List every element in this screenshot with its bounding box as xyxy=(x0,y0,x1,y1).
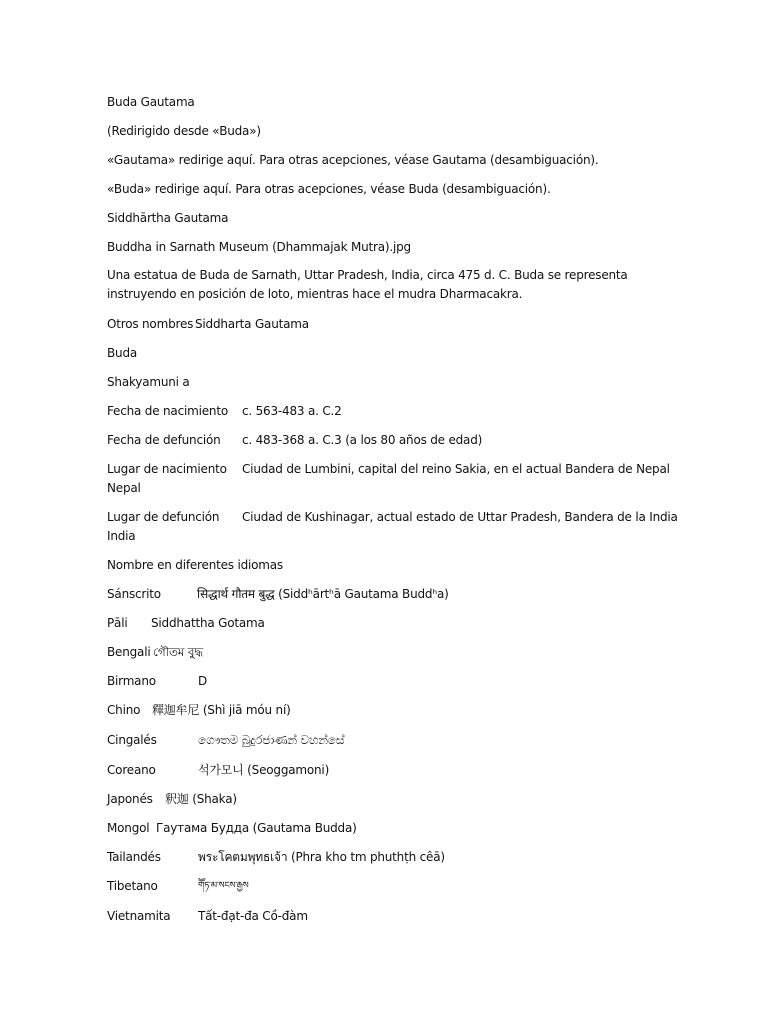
image-filename: Buddha in Sarnath Museum (Dhammajak Mutra).jpg xyxy=(107,240,411,254)
language-value: གཽཏ་མ་སངས་རྒྱས xyxy=(198,881,249,891)
language-label: Vietnamita xyxy=(107,909,171,923)
language-value: Tất-đạt-đa Cồ-đàm xyxy=(198,909,308,923)
language-value: ගෞතම බුදුරජාණන් වහන්සේ xyxy=(198,733,345,747)
other-names-label: Otros nombres xyxy=(107,317,194,331)
image-caption: Una estatua de Buda de Sarnath, Uttar Pradesh, India, circa 475 d. C. Buda se representa instruyendo en posición de loto, mientras hace el mudra Dharmacakra. xyxy=(107,268,628,301)
infobox-name: Siddhārtha Gautama xyxy=(107,211,229,225)
fact-label: Lugar de nacimiento Nepal xyxy=(107,462,227,495)
language-label: Birmano xyxy=(107,674,156,688)
language-label: Japonés xyxy=(107,792,153,806)
redirect-note: (Redirigido desde «Buda») xyxy=(107,124,261,138)
other-name-item: Buda xyxy=(107,346,138,360)
language-value: พระโคตมพุทธเจ้า (Phra kho tm phuthṭh cêā) xyxy=(198,850,445,864)
fact-label: Fecha de nacimiento xyxy=(107,404,228,418)
language-label: Tibetano xyxy=(107,879,158,893)
other-name-item: Shakyamuni a xyxy=(107,375,190,389)
language-value: Siddhattha Gotama xyxy=(151,616,265,630)
language-value: सिद्धार्थ गौतम बुद्ध (Siddʰārtʰā Gautama Buddʰa) xyxy=(197,587,449,601)
fact-label: Lugar de defunción India xyxy=(107,510,220,543)
language-label: Coreano xyxy=(107,763,156,777)
fact-label: Fecha de defunción xyxy=(107,433,221,447)
language-value: 석가모니 (Seoggamoni) xyxy=(198,763,330,777)
fact-value: c. 563-483 a. C.2 xyxy=(242,404,342,418)
fact-value: Ciudad de Lumbini, capital del reino Sakia, en el actual Bandera de Nepal xyxy=(242,462,670,476)
language-label: Pāli xyxy=(107,616,128,630)
language-label: Tailandés xyxy=(107,850,161,864)
hatnote-buda: «Buda» redirige aquí. Para otras acepciones, véase Buda (desambiguación). xyxy=(107,182,551,196)
language-value: গৌতম বুদ্ধ xyxy=(153,645,203,659)
languages-heading: Nombre en diferentes idiomas xyxy=(107,558,283,572)
language-value: D xyxy=(198,674,208,688)
language-label: Chino xyxy=(107,703,141,717)
language-label: Sánscrito xyxy=(107,587,161,601)
language-value: Гаутама Будда (Gautama Budda) xyxy=(156,821,357,835)
fact-value: Ciudad de Kushinagar, actual estado de Uttar Pradesh, Bandera de la India xyxy=(242,510,678,524)
fact-value: c. 483-368 a. C.3 (a los 80 años de edad) xyxy=(242,433,483,447)
language-value: 釈迦 (Shaka) xyxy=(165,792,237,806)
language-label: Bengali xyxy=(107,645,151,659)
hatnote-gautama: «Gautama» redirige aquí. Para otras acepciones, véase Gautama (desambiguación). xyxy=(107,153,599,167)
language-label: Mongol xyxy=(107,821,150,835)
other-names-value: Siddharta Gautama xyxy=(195,317,309,331)
page-title: Buda Gautama xyxy=(107,95,195,109)
language-value: 釋迦牟尼 (Shì jiā móu ní) xyxy=(152,703,291,717)
language-label: Cingalés xyxy=(107,733,157,747)
